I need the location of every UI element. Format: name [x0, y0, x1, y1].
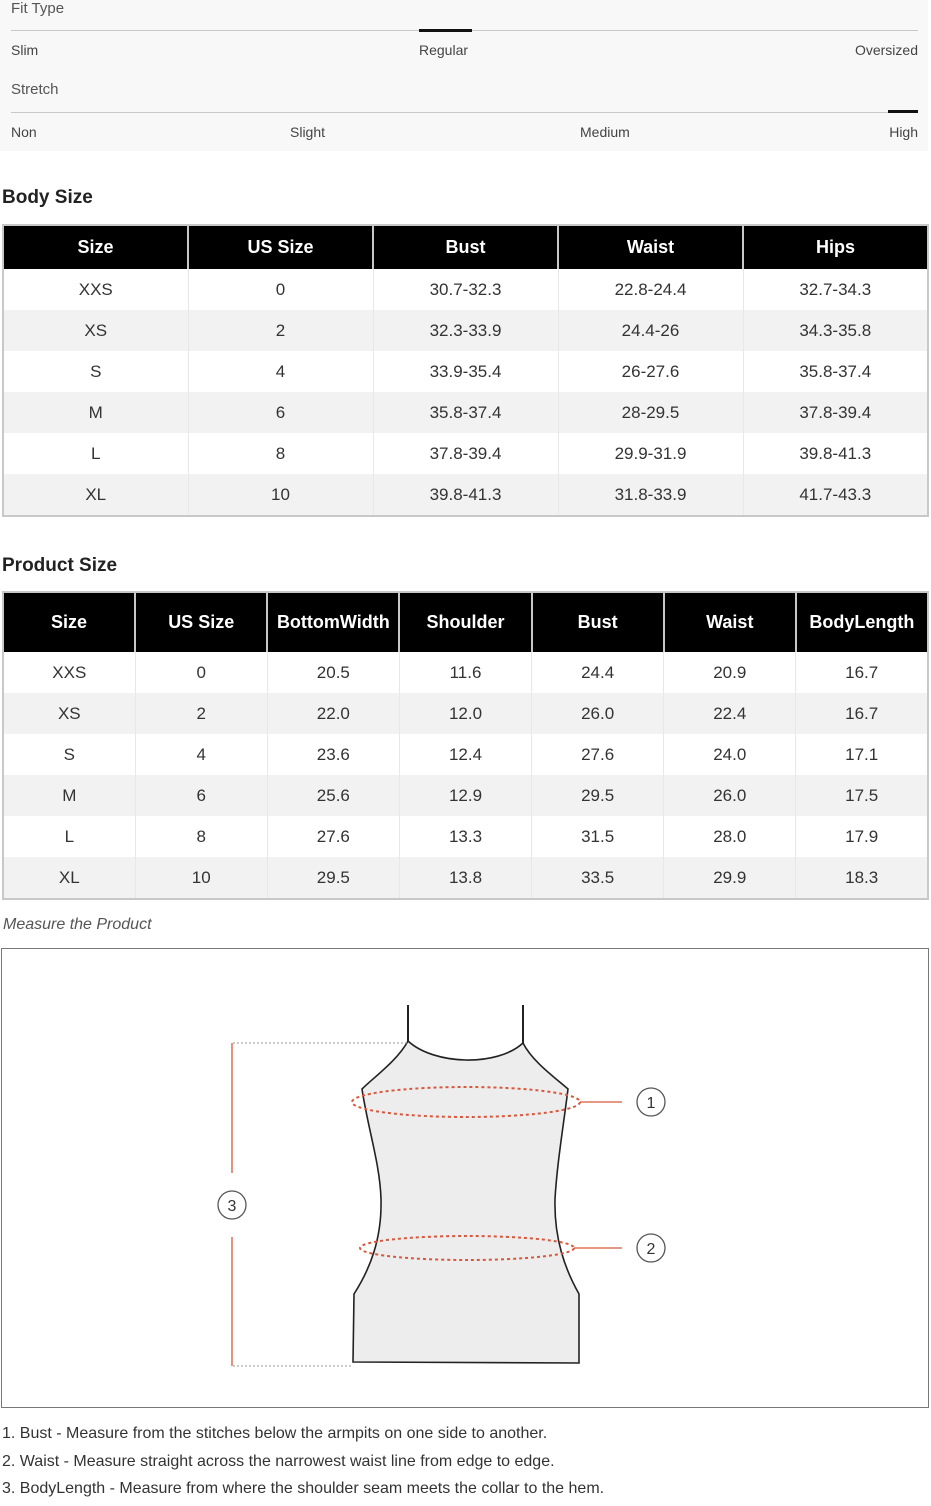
callout-1-label: 1 [646, 1095, 656, 1112]
table-cell: 6 [188, 392, 373, 433]
table-cell: 17.5 [796, 775, 928, 816]
table-cell: S [3, 734, 135, 775]
table-cell: 41.7-43.3 [743, 474, 928, 516]
table-cell: 25.6 [267, 775, 399, 816]
table-cell: 26.0 [532, 693, 664, 734]
column-header: BottomWidth [267, 592, 399, 652]
table-cell: 39.8-41.3 [799, 443, 872, 463]
table-cell: 28.0 [664, 816, 796, 857]
body-size-table [2, 224, 929, 517]
table-cell: 26.0 [664, 775, 796, 816]
table-cell: XXS [3, 269, 188, 310]
table-cell: 6 [135, 775, 267, 816]
table-cell: 2 [188, 310, 373, 351]
table-cell: 32.3-33.9 [373, 310, 558, 351]
table-cell: 22.4 [664, 693, 796, 734]
table-row [3, 775, 928, 816]
table-cell: 11.6 [399, 652, 531, 693]
table-cell: 26-27.6 [558, 351, 743, 392]
product-size-table [2, 591, 929, 900]
column-header: BodyLength [796, 592, 928, 652]
table-row [3, 816, 928, 857]
body-size-title: Body Size [2, 187, 93, 208]
column-header: US Size [188, 225, 373, 269]
callout-2-label: 2 [646, 1241, 656, 1258]
stretch-title: Stretch [11, 81, 59, 98]
callout-3-label: 3 [227, 1198, 237, 1215]
table-cell: 29.5 [532, 775, 664, 816]
table-cell: 28-29.5 [558, 392, 743, 433]
table-cell: 30.7-32.3 [373, 269, 558, 310]
fit-stretch-panel [0, 0, 928, 151]
table-cell: L [3, 433, 188, 474]
table-cell: 33.5 [532, 857, 664, 899]
table-cell: 16.7 [845, 662, 879, 682]
table-cell: 20.9 [664, 652, 796, 693]
table-row [3, 857, 928, 899]
header-row [3, 225, 928, 269]
table-cell: 8 [188, 433, 373, 474]
table-cell: 35.8-37.4 [373, 392, 558, 433]
stretch-marker [888, 110, 918, 113]
stretch-label-high: High [889, 124, 918, 140]
table-cell: 12.4 [399, 734, 531, 775]
table-cell: 4 [135, 734, 267, 775]
table-row [3, 392, 928, 433]
table-row [3, 433, 928, 474]
table-cell: 37.8-39.4 [743, 392, 928, 433]
note-waist: 2. Waist - Measure straight across the narrowest waist line from edge to edge. [2, 1452, 555, 1470]
table-cell: 29.5 [267, 857, 399, 899]
table-cell: 27.6 [267, 816, 399, 857]
note-bust: 1. Bust - Measure from the stitches below the armpits on one side to another. [2, 1425, 548, 1442]
table-cell: L [3, 816, 135, 857]
table-cell: 24.4-26 [558, 310, 743, 351]
table-cell: 37.8-39.4 [373, 433, 558, 474]
stretch-track [11, 112, 918, 113]
column-header: Size [3, 225, 188, 269]
stretch-label-medium: Medium [580, 124, 630, 140]
table-cell: 33.9-35.4 [373, 351, 558, 392]
table-cell: 18.3 [796, 857, 928, 899]
fit-label-oversized: Oversized [854, 42, 918, 58]
table-cell: 16.7 [796, 693, 928, 734]
table-row [3, 310, 928, 351]
table-row [3, 693, 928, 734]
table-cell: 13.8 [399, 857, 531, 899]
table-cell: 35.8-37.4 [799, 361, 872, 381]
table-cell: 39.8-41.3 [373, 474, 558, 516]
tank-top-illustration [2, 949, 928, 1407]
fit-type-title: Fit Type [11, 0, 65, 17]
table-cell: 24.4 [532, 652, 664, 693]
table-cell: 34.3-35.8 [743, 310, 928, 351]
table-cell: M [3, 392, 188, 433]
table-cell: 23.6 [267, 734, 399, 775]
table-cell: 27.6 [532, 734, 664, 775]
note-body-length: 3. BodyLength - Measure from where the shoulder seam meets the collar to the hem. [2, 1480, 605, 1497]
table-cell: 29.9-31.9 [558, 433, 743, 474]
fit-label-regular: Regular [419, 42, 469, 58]
table-cell: 10 [135, 857, 267, 899]
measure-notes [2, 1423, 604, 1506]
column-header: Bust [532, 592, 664, 652]
column-header: Hips [743, 225, 928, 269]
table-cell: 2 [135, 693, 267, 734]
table-cell: 12.9 [399, 775, 531, 816]
table-cell: 17.1 [845, 744, 879, 764]
table-cell: 22.0 [267, 693, 399, 734]
table-cell: 31.5 [532, 816, 664, 857]
table-cell: 0 [188, 269, 373, 310]
table-cell: 20.5 [267, 652, 399, 693]
measure-diagram [1, 948, 929, 1408]
column-header: US Size [135, 592, 267, 652]
table-row [3, 269, 928, 310]
table-cell: 29.9 [664, 857, 796, 899]
table-cell: 10 [188, 474, 373, 516]
table-cell: 17.9 [845, 826, 879, 846]
table-cell: 31.8-33.9 [558, 474, 743, 516]
table-cell: XS [3, 693, 135, 734]
table-cell: 4 [188, 351, 373, 392]
column-header: Waist [558, 225, 743, 269]
table-cell: S [3, 351, 188, 392]
stretch-label-slight: Slight [290, 124, 326, 140]
measure-caption: Measure the Product [3, 916, 152, 933]
table-cell: XS [3, 310, 188, 351]
table-cell: XL [3, 857, 135, 899]
table-row [3, 734, 928, 775]
header-row [3, 592, 928, 652]
table-cell: 8 [135, 816, 267, 857]
column-header: Bust [373, 225, 558, 269]
table-cell: XL [3, 474, 188, 516]
fit-label-slim: Slim [11, 42, 39, 58]
table-cell: 22.8-24.4 [558, 269, 743, 310]
table-row [3, 474, 928, 516]
stretch-label-non: Non [11, 124, 37, 140]
table-cell: 12.0 [399, 693, 531, 734]
table-cell: 24.0 [664, 734, 796, 775]
table-cell: 13.3 [399, 816, 531, 857]
table-cell: 32.7-34.3 [799, 279, 872, 299]
product-size-title: Product Size [2, 555, 118, 576]
column-header: Waist [664, 592, 796, 652]
table-row [3, 652, 928, 693]
table-row [3, 351, 928, 392]
garment-shape [353, 1041, 579, 1363]
table-cell: XXS [3, 652, 135, 693]
column-header: Size [3, 592, 135, 652]
column-header: Shoulder [399, 592, 531, 652]
table-cell: M [3, 775, 135, 816]
fit-type-marker [419, 29, 472, 32]
table-cell: 0 [135, 652, 267, 693]
